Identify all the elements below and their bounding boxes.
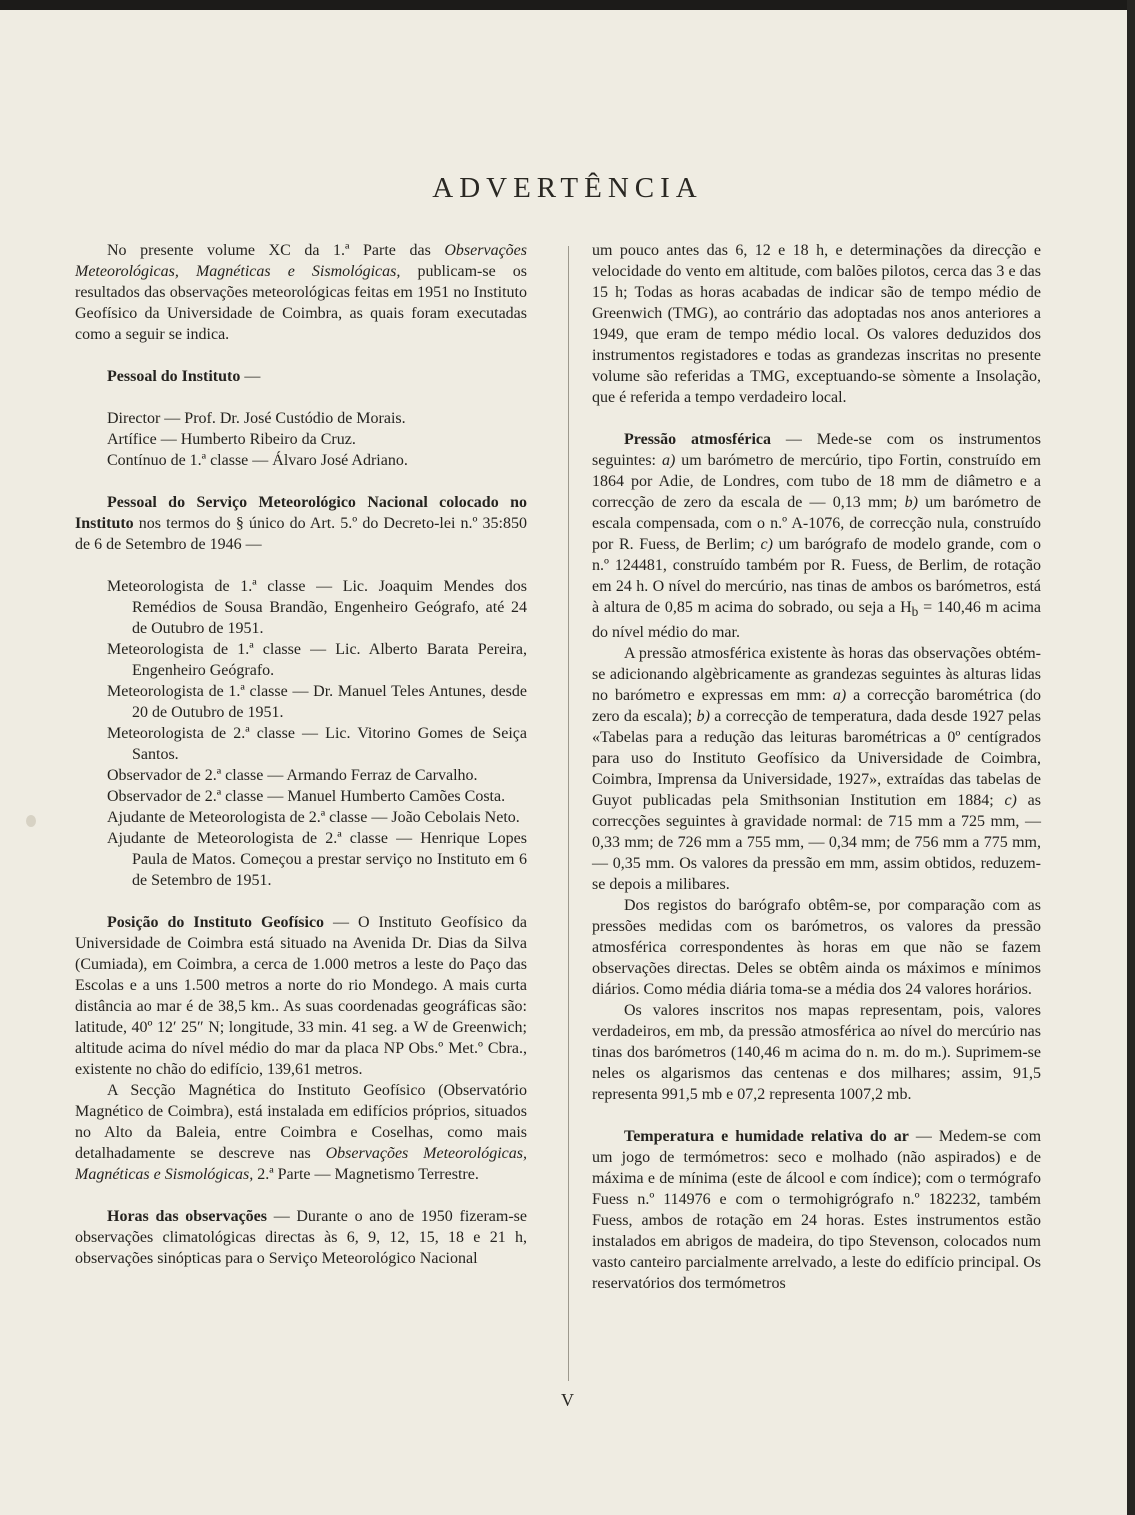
pressao-paragraph: Pressão atmosférica — Mede-se com os instrumentos seguintes: a) um barómetro de mercúrio, tipo Fortin, construído em 1864 por Adie, de Londres, com tubo de 18 mm de diâmetro e a correcção de zero da escala de — 0,13 mm; b) um barómetro de escala compensada, com o n.º A-1076, de correcção nula, construído por R. Fuess, de Berlim; c) um barógrafo de modelo grande, com o n.º 124481, construído também por R. Fuess, de Berlim, de rotação em 24 h. O nível do mercúrio, nas tinas de ambos os barómetros, está à altura de 0,85 m acima do sobrado, ou seja a $H_b = 140,46$ m acima do nível médio do mar. — [592, 431, 1042, 642]
staff-item: Ajudante de Meteorologista de 2.ª classe — João Cebolais Neto. — [107, 809, 520, 826]
horas-paragraph: Horas das observações — Durante o ano de 1950 fizeram-se observações climatológicas directas às 6, 9, 12, 15, 18 e 21 h, observações sinópticas para o Serviço Meteorológico Nacional — [75, 1208, 527, 1267]
valores-paragraph: Os valores inscritos nos mapas representam, pois, valores verdadeiros, em mb, da pressão atmosférica ao nível do mercúrio nas tinas dos barómetros (140,46 m acima do n. m. do m.). Suprimem-se neles os algarismos das centenas e dos milhares; assim, 91,5 representa 991,5 mb e 07,2 representa 1007,2 mb. — [592, 1002, 1041, 1104]
staff-item: Artífice — Humberto Ribeiro da Cruz. — [107, 431, 356, 448]
scan-top-edge — [0, 0, 1135, 10]
left-column — [75, 240, 527, 1269]
staff-item: Observador de 2.ª classe — Armando Ferraz de Carvalho. — [107, 767, 478, 784]
staff-item: Contínuo de 1.ª classe — Álvaro José Adriano. — [107, 452, 408, 469]
scan-right-edge — [1127, 0, 1135, 1515]
staff-item: Meteorologista de 1.ª classe — Dr. Manuel Teles Antunes, desde 20 de Outubro de 1951. — [107, 683, 527, 721]
posicao-paragraph: Posição do Instituto Geofísico — O Instituto Geofísico da Universidade de Coimbra está situado na Avenida Dr. Dias da Silva (Cumiada), em Coimbra, a cerca de 1.000 metros a leste do Paço das Escolas e a uns 1.500 metros a norte do rio Mondego. A mais curta distância ao mar é de 38,5 km.. As suas coordenadas geográficas são: latitude, 40º 12′ 25″ N; longitude, 33 min. 41 seg. a W de Greenwich; altitude acima do nível médio do mar da placa NP Obs.º Met.º Cbra., existente no chão do edifício, 139,61 metros. — [75, 914, 527, 1078]
staff-item: Meteorologista de 2.ª classe — Lic. Vitorino Gomes de Seiça Santos. — [107, 725, 527, 763]
paper-spot — [26, 815, 36, 827]
pessoal-servico-heading: Pessoal do Serviço Meteorológico Nacional colocado no Instituto nos termos do § único do Art. 5.º do Decreto-lei n.º 35:850 de 6 de Setembro de 1946 — — [75, 494, 527, 553]
right-column — [592, 240, 1041, 1294]
staff-item: Observador de 2.ª classe — Manuel Humberto Camões Costa. — [107, 788, 506, 805]
staff-item: Meteorologista de 1.ª classe — Lic. Alberto Barata Pereira, Engenheiro Geógrafo. — [107, 641, 527, 679]
staff-item: Meteorologista de 1.ª classe — Lic. Joaquim Mendes dos Remédios de Sousa Brandão, Engenheiro Geógrafo, até 24 de Outubro de 1951. — [107, 578, 527, 637]
intro-paragraph: No presente volume XC da 1.ª Parte das Observações Meteorológicas, Magnéticas e Sismológicas, publicam-se os resultados das observações meteorológicas feitas em 1951 no Instituto Geofísico da Universidade de Coimbra, as quais foram executadas como a seguir se indica. — [75, 242, 527, 343]
column-divider — [568, 246, 569, 1381]
seccao-paragraph: A Secção Magnética do Instituto Geofísico (Observatório Magnético de Coimbra), está instalada em edifícios próprios, situados no Alto da Baleia, entre Coimbra e Coselhas, como mais detalhadamente se descreve nas Observações Meteorológicas, Magnéticas e Sismológicas, 2.ª Parte — Magnetismo Terrestre. — [75, 1082, 527, 1183]
staff-item: Ajudante de Meteorologista de 2.ª classe — Henrique Lopes Paula de Matos. Começou a prestar serviço no Instituto em 6 de Setembro de 1951. — [107, 830, 527, 889]
continuation-paragraph: um pouco antes das 6, 12 e 18 h, e determinações da direcção e velocidade do vento em altitude, com balões pilotos, cerca das 3 e das 15 h; Todas as horas acabadas de indicar são de tempo médio de Greenwich (TMG), ao contrário das adoptadas nos anos anteriores a 1949, que eram de tempo médio local. Os valores deduzidos dos instrumentos registadores e todas as grandezas inscritas no presente volume são referidas a TMG, exceptuando-se sòmente a Insolação, que é referida a tempo verdadeiro local. — [592, 242, 1041, 406]
pessoal-instituto-heading: Pessoal do Instituto — — [107, 368, 261, 385]
page-title: ADVERTÊNCIA — [432, 172, 703, 204]
pressao-correction-paragraph: A pressão atmosférica existente às horas das observações obtém-se adicionando algèbricamente as grandezas seguintes às alturas lidas no barómetro e expressas em mm: a) a correcção barométrica (do zero da escala); b) a correcção de temperatura, dada desde 1927 pelas «Tabelas para a redução das leituras barométricas a 0º centígrados para uso do Instituto Geofísico da Universidade de Coimbra, Coimbra, Imprensa da Universidade, 1927», extraídas das tabelas de Guyot publicadas pela Smithsonian Institution em 1884; c) as correcções seguintes à gravidade normal: de 715 mm a 725 mm, — 0,33 mm; de 726 mm a 755 mm, — 0,34 mm; de 756 mm a 775 mm, — 0,35 mm. Os valores da pressão em mm, assim obtidos, reduzem-se depois a milibares. — [592, 645, 1042, 894]
staff-item: Director — Prof. Dr. José Custódio de Morais. — [107, 410, 406, 427]
barografo-paragraph: Dos registos do barógrafo obtêm-se, por comparação com as pressões medidas com os barómetros, os valores da pressão atmosférica correspondentes às horas em que não se fazem observações directas. Deles se obtêm ainda os máximos e mínimos diários. Como média diária toma-se a média dos 24 valores horários. — [592, 897, 1041, 999]
temperatura-paragraph: Temperatura e humidade relativa do ar — Medem-se com um jogo de termómetros: seco e molhado (não aspirados) e de máxima e de mínima (este de álcool e com índice); com o termógrafo Fuess n.º 114976 e com o termohigrógrafo n.º 182232, também Fuess, ambos de rotação em 24 horas. Estes instrumentos estão instalados em abrigos de madeira, do tipo Stevenson, colocados num vasto canteiro parcialmente arrelvado, a leste do edifício principal. Os reservatórios dos termómetros — [592, 1128, 1042, 1293]
page-number: V — [561, 1390, 574, 1410]
